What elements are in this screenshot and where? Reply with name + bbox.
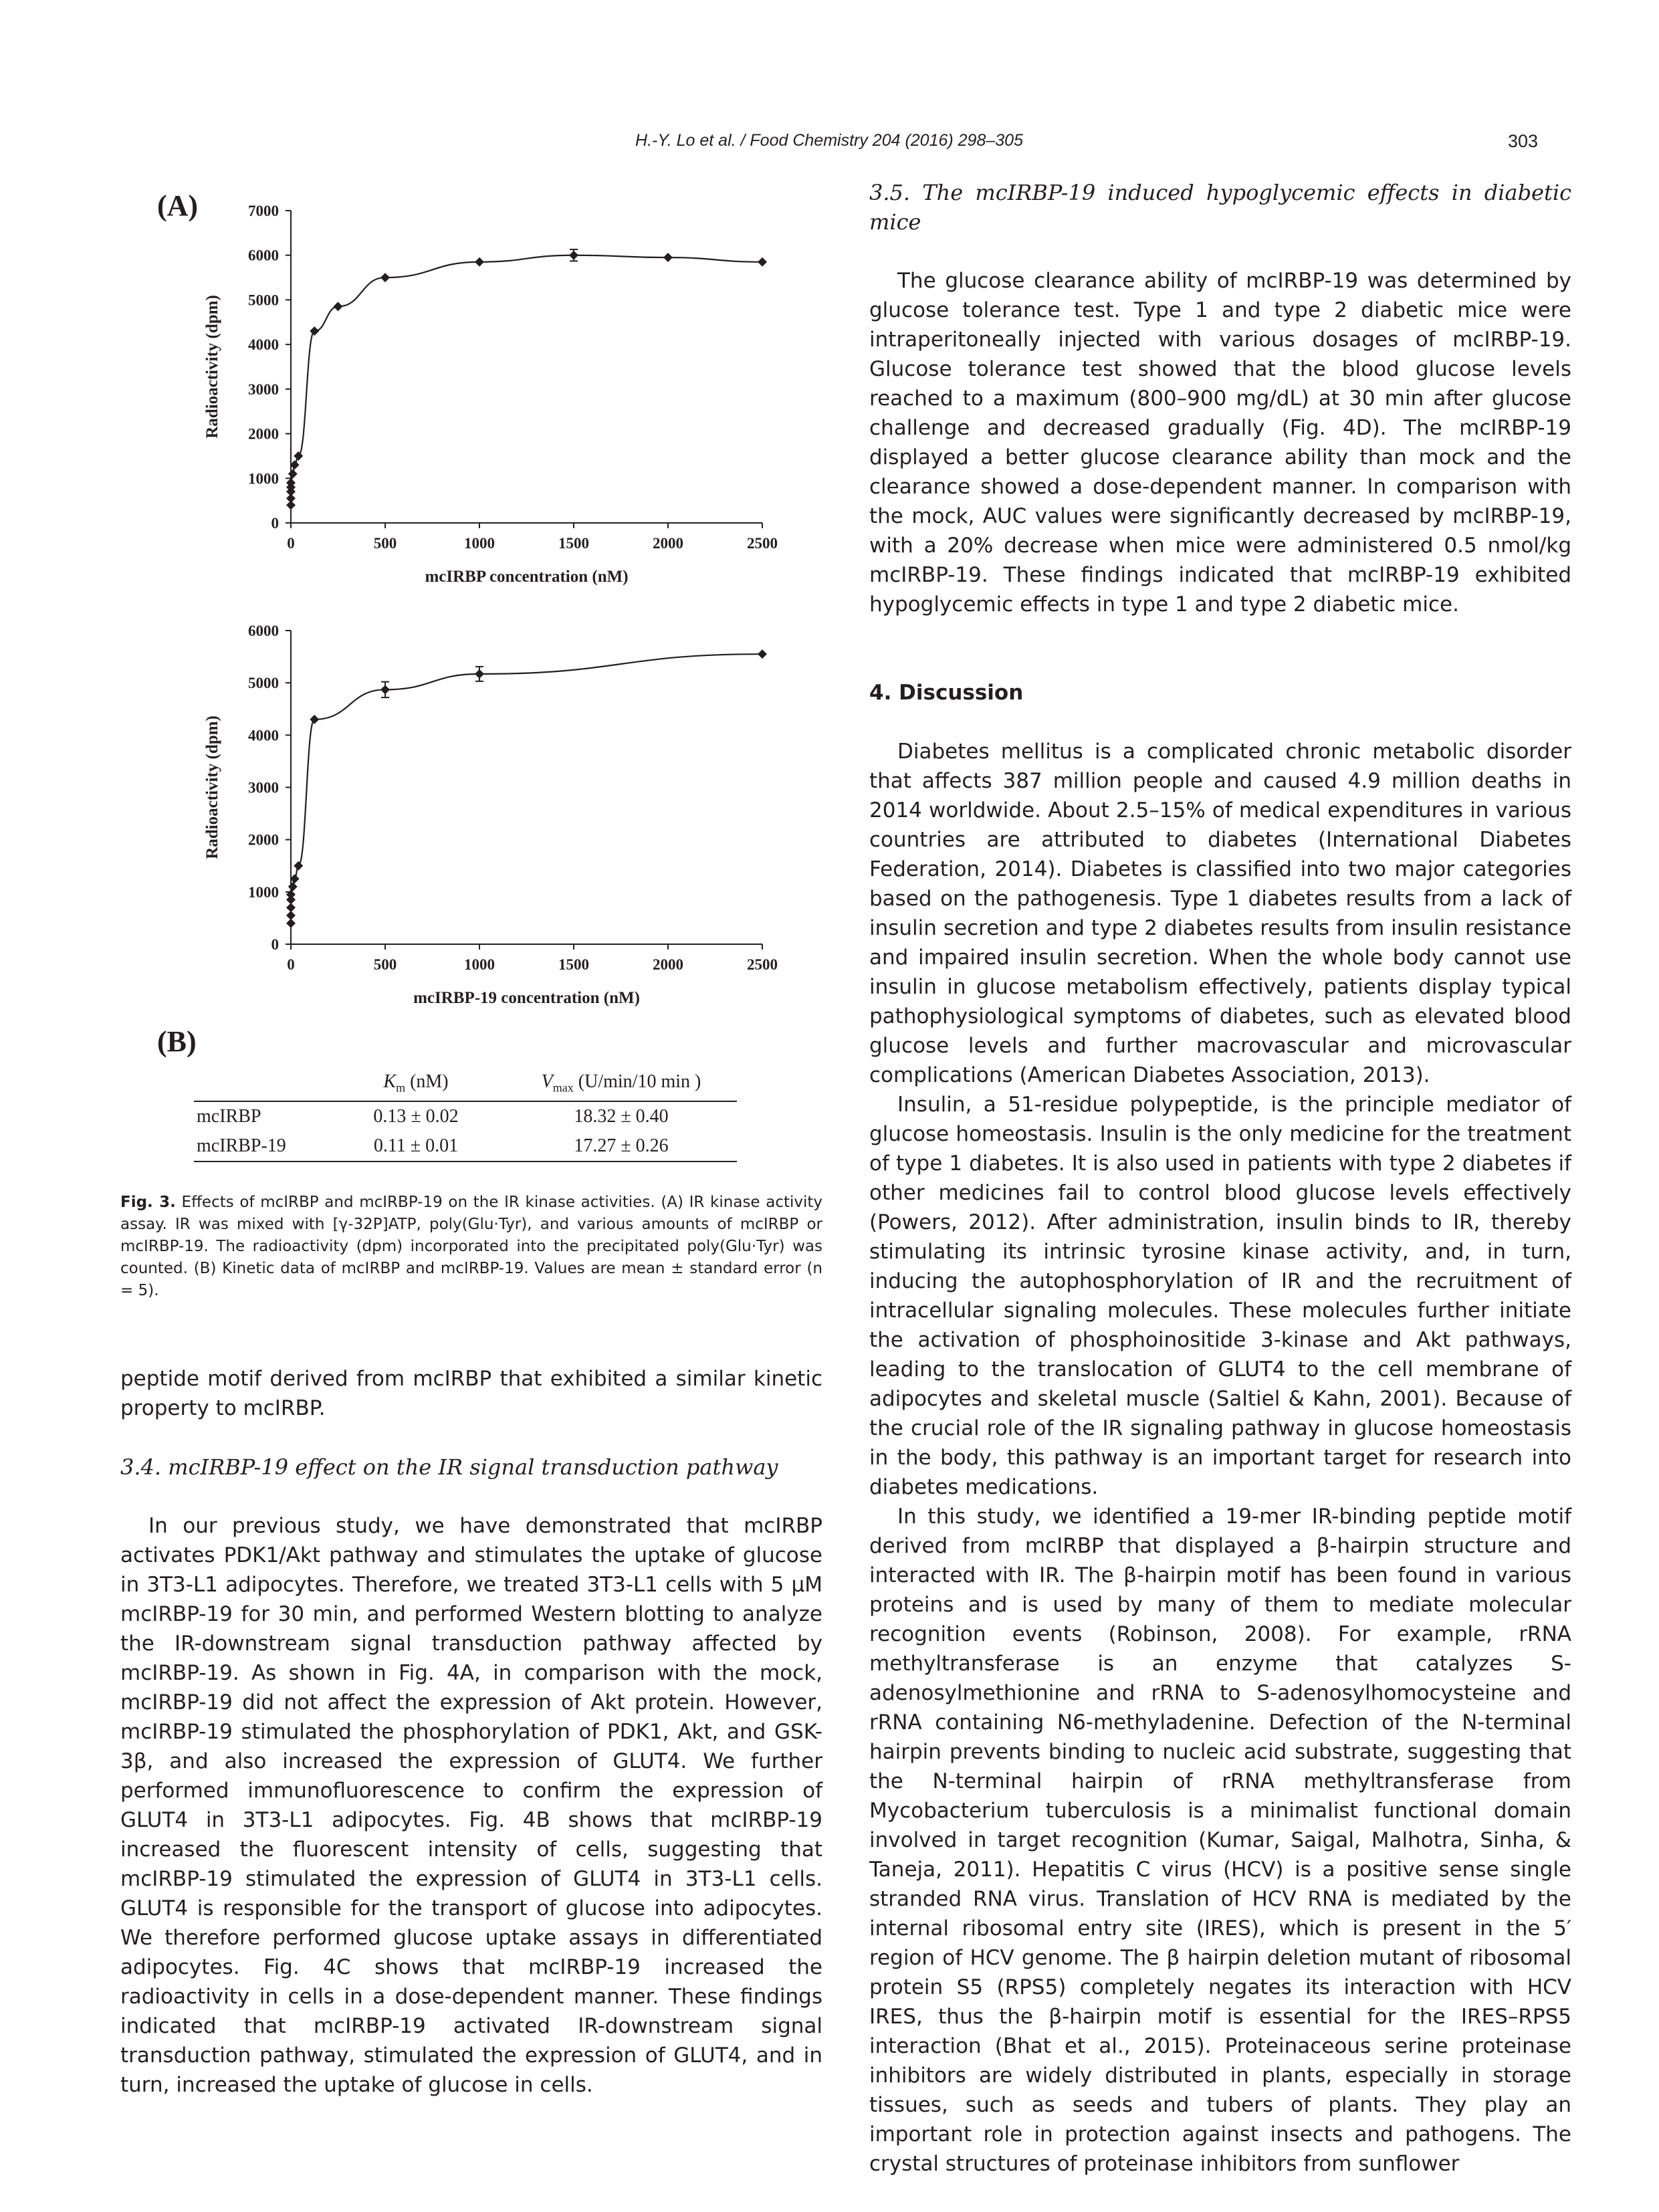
y-axis-label: Radioactivity (dpm) [203,715,221,859]
data-point [758,649,767,659]
paragraph-continued: peptide motif derived from mcIRBP that exhibited a similar kinetic property to mcIRBP. [120,1367,822,1420]
y-tick-label: 6000 [248,247,279,264]
data-point [475,669,484,679]
y-tick-label: 1000 [248,470,279,487]
x-tick-label: 0 [287,956,295,973]
table-cell: 0.11 ± 0.01 [326,1131,506,1162]
paragraph-4-3: In this study, we identified a 19-mer IR-binding peptide motif derived from mcIRBP that displayed a β-hairpin structure and interacted with IR. The β-hairpin motif has been found in various proteins and is used by many of them to mediate molecular recognition events (Robinson, 2008). For example, rRNA methyltransferase is an enzyme that catalyzes S-adenosylmethionine and rRNA to S-adenosylhomocysteine and rRNA containing N6-methyladenine. Defection of the N-terminal hairpin prevents binding to nucleic acid substrate, suggesting that the N-terminal hairpin of rRNA methyltransferase from Mycobacterium tuberculosis is a minimalist functional domain involved in target recognition (Kumar, Saigal, Malhotra, Sinha, & Taneja, 2011). Hepatitis C virus (HCV) is a positive sense single stranded RNA virus. Translation of HCV RNA is mediated by the internal ribosomal entry site (IRES), which is present in the 5′ region of HCV genome. The β hairpin deletion mutant of ribosomal protein S5 (RPS5) completely negates its interaction with HCV IRES, thus the β-hairpin motif is essential for the IRES–RPS5 interaction (Bhat et al., 2015). Proteinaceous serine proteinase inhibitors are widely distributed in plants, especially in storage tissues, such as seeds and tubers of plants. They play an important role in protection against insects and pathogens. The crystal structures of proteinase inhibitors from sunflower [869,1505,1571,2176]
data-point [380,273,390,282]
left-column [120,1364,822,2100]
section-4-title: 4. Discussion [869,681,1024,705]
x-axis-label: mcIRBP concentration (nM) [425,568,629,586]
paragraph-4-1: Diabetes mellitus is a complicated chronic metabolic disorder that affects 387 million people and caused 4.9 million deaths in 2014 worldwide. About 2.5–15% of medical expenditures in various countries are attributed to diabetes (International Diabetes Federation, 2014). Diabetes is classified into two major categories based on the pathogenesis. Type 1 diabetes results from a lack of insulin secretion and type 2 diabetes results from insulin resistance and impaired insulin secretion. When the whole body cannot use insulin in glucose metabolism effectively, patients display typical pathophysiological symptoms of diabetes, such as elevated blood glucose levels and further macrovascular and microvascular complications (American Diabetes Association, 2013). [869,740,1571,1087]
y-tick-label: 4000 [248,336,279,354]
section-3-4-title: 3.4. mcIRBP-19 effect on the IR signal transduction pathway [120,1454,778,1480]
y-tick-label: 7000 [248,203,279,219]
right-column [869,178,1571,2179]
table-header-cell: $K_m$ (nM) [326,1063,506,1101]
section-3-5-title: 3.5. The mcIRBP-19 induced hypoglycemic effects in diabetic mice [869,180,1571,235]
panel-b-letter: (B) [157,1025,197,1058]
paragraph-3-5: The glucose clearance ability of mcIRBP-19 was determined by glucose tolerance test. Type 1 and type 2 diabetic mice were intraperitoneally injected with various dosages of mcIRBP-19. Glucose tolerance test showed that the blood glucose levels reached to a maximum (800–900 mg/dL) at 30 min after glucose challenge and decreased gradually (Fig. 4D). The mcIRBP-19 displayed a better glucose clearance ability than mock and the clearance showed a dose-dependent manner. In comparison with the mock, AUC values were significantly decreased by mcIRBP-19, with a 20% decrease when mice were administered 0.5 nmol/kg mcIRBP-19. These findings indicated that mcIRBP-19 exhibited hypoglycemic effects in type 1 and type 2 diabetic mice. [869,269,1571,617]
panel-a-letter: (A) [157,189,199,222]
y-axis-label: Radioactivity (dpm) [203,295,221,439]
caption-label: Fig. 3. [120,1194,176,1211]
table-cell: mcIRBP-19 [194,1131,326,1162]
x-tick-label: 0 [287,535,295,552]
data-point [294,861,303,871]
running-header [120,128,1538,160]
data-point [288,882,298,891]
table-header-row [194,1063,737,1101]
table-cell: 18.32 ± 0.40 [574,1105,669,1127]
chart-mcirbp-kinase [194,194,796,609]
x-tick-label: 2500 [747,956,778,973]
y-tick-label: 4000 [248,727,279,744]
data-point [758,257,767,267]
data-point [380,685,390,694]
y-tick-label: 0 [271,515,279,532]
caption-text: Effects of mcIRBP and mcIRBP-19 on the IR kinase activities. (A) IR kinase activity assay. IR was mixed with [γ-32P]ATP, poly(Glu·Tyr), and various amounts of mcIRBP or mcIRBP-19. The radioactivity (dpm) incorporated into the precipitated poly(Glu·Tyr) was counted. (B) Kinetic data of mcIRBP and mcIRBP-19. Values are mean ± standard error (n = 5). [120,1194,823,1299]
y-tick-label: 3000 [248,380,279,398]
table-cell: 0.13 ± 0.02 [373,1105,459,1127]
x-tick-label: 1000 [464,956,495,973]
x-axis-label: mcIRBP-19 concentration (nM) [413,989,640,1007]
page-number: 303 [1507,131,1538,151]
x-tick-label: 500 [373,535,397,552]
data-point [288,469,298,479]
paragraph-3-4: In our previous study, we have demonstrated that mcIRBP activates PDK1/Akt pathway and stimulates the uptake of glucose in 3T3-L1 adipocytes. Therefore, we treated 3T3-L1 cells with 5 μM mcIRBP-19 for 30 min, and performed Western blotting to analyze the IR-downstream signal transduction pathway affected by mcIRBP-19. As shown in Fig. 4A, in comparison with the mock, mcIRBP-19 did not affect the expression of Akt protein. However, mcIRBP-19 stimulated the phosphorylation of PDK1, Akt, and GSK-3β, and also increased the expression of GLUT4. We further performed immunofluorescence to confirm the expression of GLUT4 in 3T3-L1 adipocytes. Fig. 4B shows that mcIRBP-19 increased the fluorescent intensity of cells, suggesting that mcIRBP-19 stimulated the expression of GLUT4 in 3T3-L1 cells. GLUT4 is responsible for the transport of glucose into adipocytes. We therefore performed glucose uptake assays in differentiated adipocytes. Fig. 4C shows that mcIRBP-19 increased the radioactivity in cells in a dose-dependent manner. These findings indicated that mcIRBP-19 activated IR-downstream signal transduction pathway, stimulated the expression of GLUT4, and in turn, increased the uptake of glucose in cells. [120,1514,822,2097]
y-tick-label: 2000 [248,831,279,849]
y-tick-label: 3000 [248,779,279,796]
data-point [475,257,484,267]
y-tick-label: 1000 [248,883,279,901]
table-row [194,1131,737,1162]
running-title: H.-Y. Lo et al. / Food Chemistry 204 (2016) 298–305 [635,131,1023,150]
x-tick-label: 2000 [653,956,683,973]
data-point [310,715,319,724]
table-header-cell: $V_{max}$ (U/min/10 min ) [506,1063,737,1101]
chart-mcirbp19-kinase [194,612,796,1020]
y-tick-label: 5000 [248,292,279,309]
table-header-cell [194,1063,326,1101]
x-tick-label: 2500 [747,535,778,552]
figure-caption [120,1192,822,1302]
paragraph-4-2: Insulin, a 51-residue polypeptide, is the principle mediator of glucose homeostasis. Insulin is the only medicine for the treatment of type 1 diabetes. It is also used in patients with type 2 diabetes if other medicines fail to control blood glucose levels effectively (Powers, 2012). After administration, insulin binds to IR, thereby stimulating its intrinsic tyrosine kinase activity, and, in turn, inducing the autophosphorylation of IR and the recruitment of intracellular signaling molecules. These molecules further initiate the activation of phosphoinositide 3-kinase and Akt pathways, leading to the translocation of GLUT4 to the cell membrane of adipocytes and skeletal muscle (Saltiel & Kahn, 2001). Because of the crucial role of the IR signaling pathway in glucose homeostasis in the body, this pathway is an important target for research into diabetes medications. [869,1093,1571,1499]
table-row [194,1101,737,1131]
series-line [291,654,762,895]
y-tick-label: 5000 [248,675,279,692]
data-point [294,451,303,461]
table-cell: 17.27 ± 0.26 [506,1131,737,1162]
data-point [663,253,673,262]
data-point [310,326,319,336]
y-tick-label: 2000 [248,425,279,443]
series-line [291,255,762,483]
x-tick-label: 500 [373,956,397,973]
y-tick-label: 6000 [248,623,279,639]
data-point [334,302,343,311]
x-tick-label: 1000 [464,535,495,552]
data-point [569,251,578,260]
y-tick-label: 0 [271,936,279,953]
table-cell: mcIRBP [197,1105,261,1127]
x-tick-label: 1500 [558,956,589,973]
x-tick-label: 1500 [558,535,589,552]
x-tick-label: 2000 [653,535,683,552]
kinetic-data-table [194,1063,737,1162]
